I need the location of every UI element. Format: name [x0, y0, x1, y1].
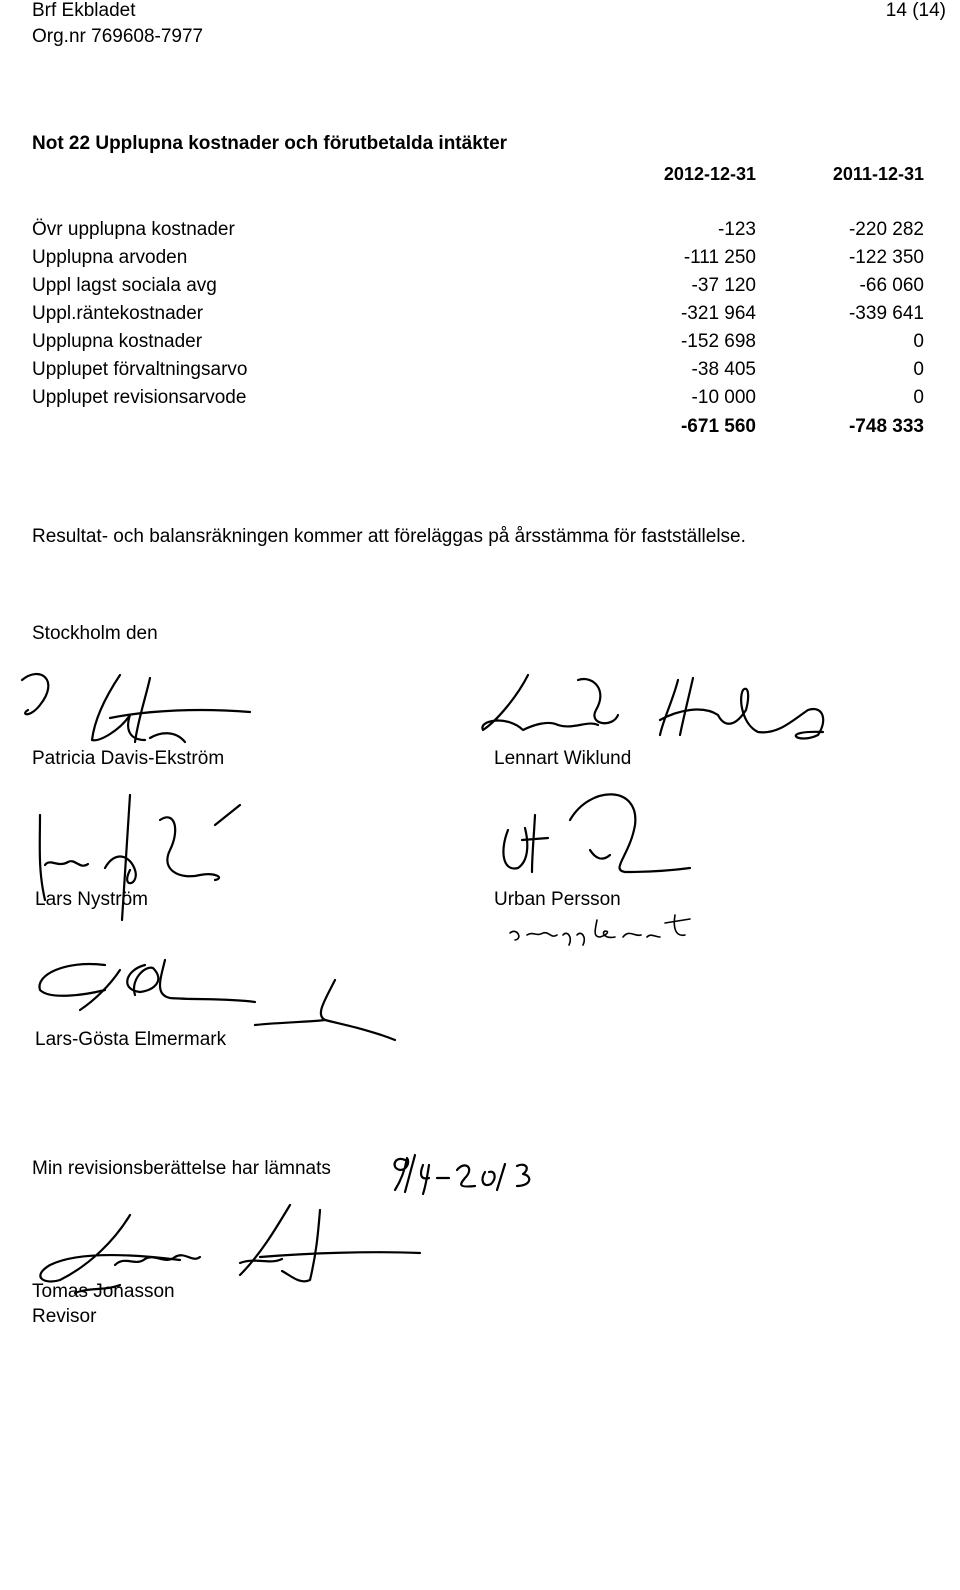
signatory-name: Lars Nyström [35, 889, 148, 910]
place-date: Stockholm den [32, 623, 158, 644]
row-value-2011: -220 282 [848, 219, 924, 240]
signature-patricia [0, 660, 300, 760]
org-number: Org.nr 769608-7977 [32, 26, 204, 47]
audit-statement: Min revisionsberättelse har lämnats [32, 1158, 331, 1179]
row-label: Uppl.räntekostnader [32, 303, 204, 324]
row-value-2012: -10 000 [691, 387, 756, 408]
row-value-2011: -122 350 [848, 247, 924, 268]
signature-tomas [20, 1195, 430, 1295]
auditor-title: Revisor [32, 1306, 97, 1327]
row-value-2012: -38 405 [691, 359, 756, 380]
signatory-name: Urban Persson [494, 889, 621, 910]
signature-urban [490, 780, 710, 880]
signature-lennart [478, 670, 858, 750]
row-label: Övr upplupna kostnader [32, 219, 235, 240]
total-2012: -671 560 [680, 416, 756, 437]
org-name: Brf Ekbladet [32, 0, 136, 21]
handwritten-audit-date [385, 1150, 605, 1200]
row-value-2011: -339 641 [848, 303, 924, 324]
row-value-2012: -37 120 [691, 275, 756, 296]
row-label: Upplupna kostnader [32, 331, 203, 352]
row-value-2012: -111 250 [683, 247, 756, 268]
signatory-name: Patricia Davis-Ekström [32, 748, 225, 769]
column-header-2011: 2011-12-31 [832, 164, 924, 184]
row-value-2012: -152 698 [680, 331, 756, 352]
row-value-2012: -123 [717, 219, 756, 240]
total-2011: -748 333 [848, 416, 924, 437]
row-label: Upplupet revisionsarvode [32, 387, 247, 408]
signatory-name: Lennart Wiklund [494, 748, 632, 769]
signatory-name: Lars-Gösta Elmermark [35, 1029, 227, 1050]
column-header-2012: 2012-12-31 [663, 164, 756, 184]
row-value-2011: 0 [913, 331, 924, 352]
row-label: Upplupna arvoden [32, 247, 188, 268]
handwritten-suppleant [505, 905, 725, 945]
statement-text: Resultat- och balansräkningen kommer att föreläggas på årsstämma för fastställelse. [32, 526, 746, 547]
row-label: Upplupet förvaltningsarvo [32, 359, 248, 380]
page-number: 14 (14) [885, 0, 946, 21]
row-value-2011: -66 060 [859, 275, 924, 296]
row-value-2011: 0 [913, 387, 924, 408]
note-title: Not 22 Upplupna kostnader och förutbetalda intäkter [32, 133, 508, 154]
row-value-2011: 0 [913, 359, 924, 380]
auditor-name: Tomas Jonasson [32, 1281, 175, 1302]
row-value-2012: -321 964 [680, 303, 756, 324]
row-label: Uppl lagst sociala avg [32, 275, 217, 296]
